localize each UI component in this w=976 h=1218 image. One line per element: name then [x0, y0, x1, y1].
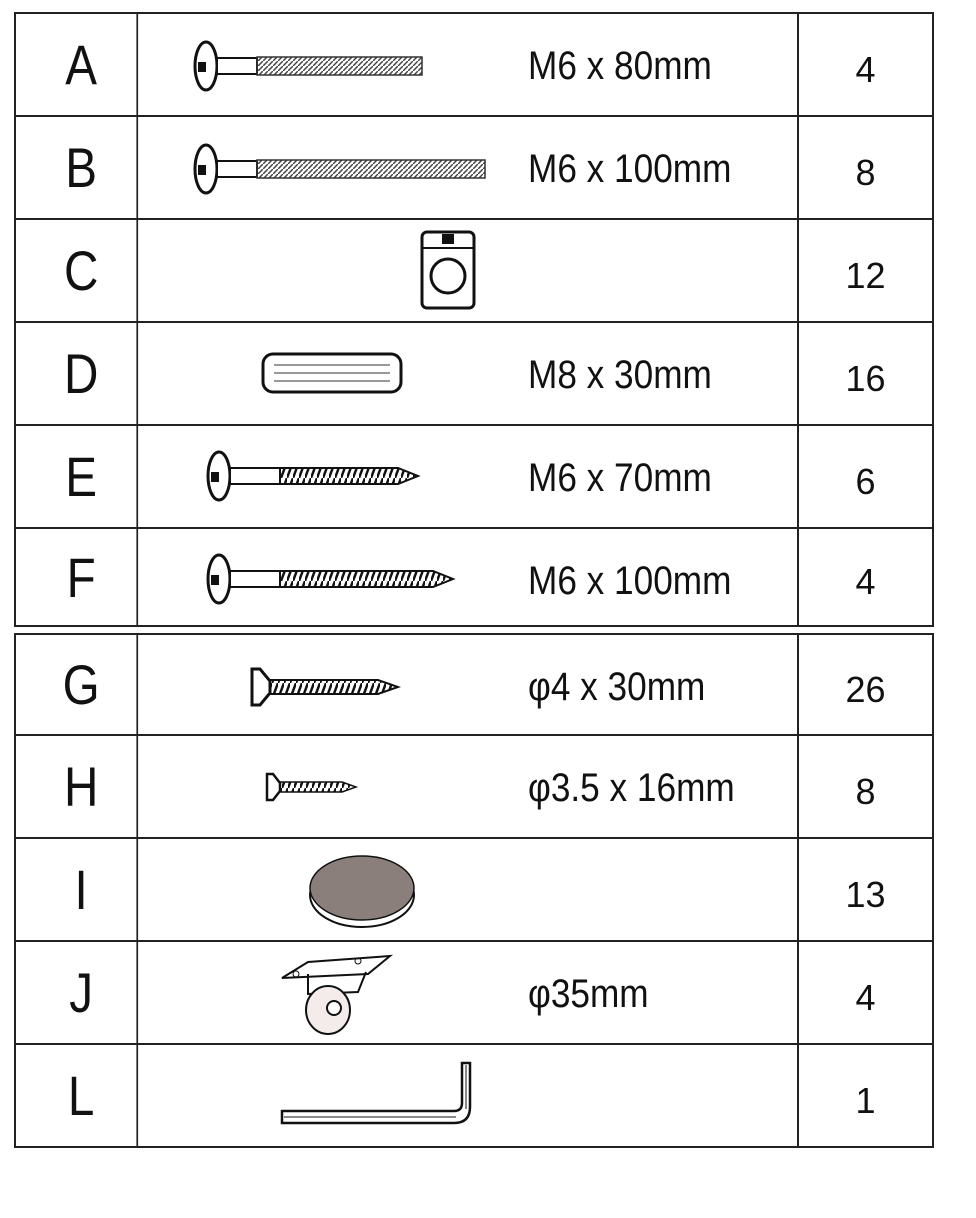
part-letter: D: [26, 323, 138, 424]
part-letter: L: [26, 1045, 138, 1146]
caster-wheel-icon: [278, 952, 398, 1038]
felt-pad-icon: [306, 851, 422, 931]
part-quantity: 26: [845, 668, 886, 710]
part-spec: M6 x 100mm: [528, 147, 732, 191]
part-letter: C: [26, 220, 138, 321]
part-quantity: 4: [855, 976, 876, 1018]
part-letter: E: [26, 426, 138, 527]
wood-screw-bolt-icon: [203, 549, 463, 609]
countersunk-screw-icon: [264, 772, 359, 802]
part-letter: H: [26, 736, 138, 837]
part-spec: φ4 x 30mm: [528, 665, 706, 709]
part-letter: G: [26, 635, 138, 734]
table-row: [14, 117, 934, 220]
table-row: [14, 426, 934, 529]
connector-bolt-icon: [188, 36, 438, 96]
table-row: [14, 529, 934, 627]
part-spec: M6 x 70mm: [528, 456, 712, 500]
allen-key-icon: [278, 1059, 478, 1131]
table-row: [14, 633, 934, 736]
table-row: [14, 839, 934, 942]
part-quantity: 4: [855, 48, 876, 90]
part-spec: M6 x 100mm: [528, 559, 732, 603]
part-quantity: 16: [845, 357, 886, 399]
part-quantity: 4: [855, 561, 876, 602]
part-quantity: 6: [855, 460, 876, 502]
part-quantity: 12: [845, 254, 886, 296]
barrel-nut-icon: [420, 230, 480, 312]
wood-screw-bolt-icon: [203, 446, 433, 506]
table-row: [14, 736, 934, 839]
part-spec: φ35mm: [528, 972, 649, 1016]
part-letter: A: [26, 14, 138, 115]
part-spec: M6 x 80mm: [528, 44, 712, 88]
part-quantity: 8: [855, 770, 876, 812]
countersunk-screw-icon: [248, 667, 408, 707]
table-row: [14, 1045, 934, 1148]
part-letter: J: [26, 942, 138, 1043]
part-spec: M8 x 30mm: [528, 353, 712, 397]
part-quantity: 1: [855, 1079, 876, 1121]
table-row: [14, 942, 934, 1045]
table-row: [14, 323, 934, 426]
part-letter: B: [26, 117, 138, 218]
parts-table: [14, 12, 934, 1148]
part-letter: I: [26, 839, 138, 940]
part-letter: F: [26, 529, 138, 625]
table-row: [14, 220, 934, 323]
connector-bolt-icon: [188, 139, 498, 199]
part-quantity: 8: [855, 151, 876, 193]
wooden-dowel-icon: [260, 351, 405, 397]
table-row: [14, 12, 934, 117]
part-spec: φ3.5 x 16mm: [528, 766, 735, 810]
part-quantity: 13: [845, 873, 886, 915]
